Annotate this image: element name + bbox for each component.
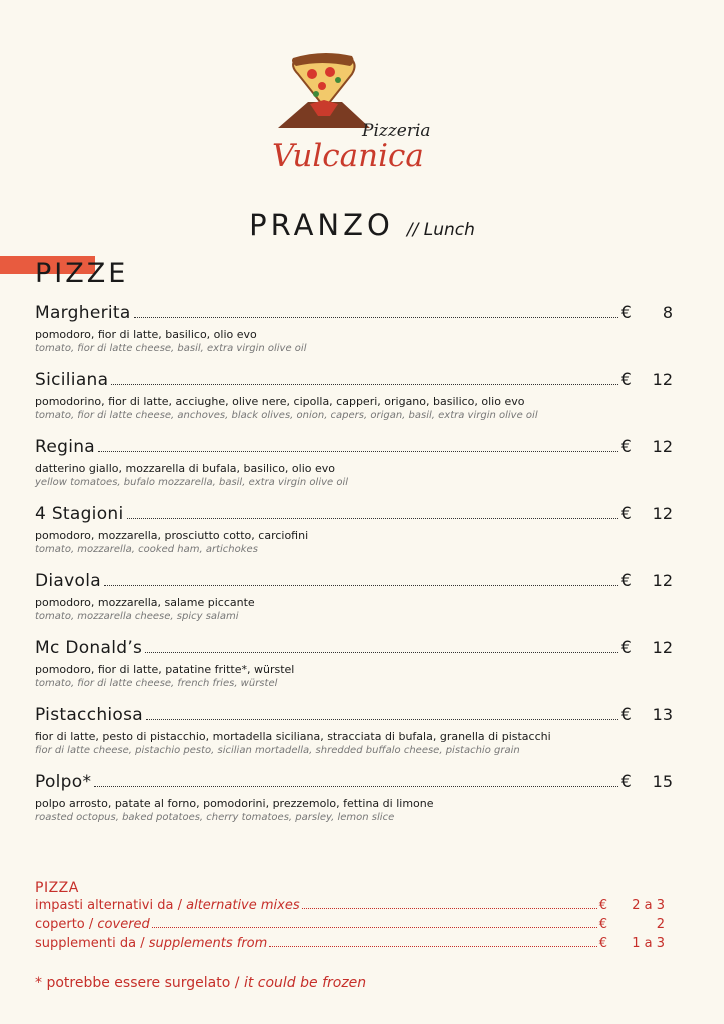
dot-leader: [127, 504, 618, 519]
extras-value: 2 a 3: [632, 898, 665, 913]
extras-label-en: supplements from: [148, 936, 268, 951]
item-ingredients-it: pomodoro, mozzarella, prosciutto cotto, carciofini: [35, 529, 309, 542]
item-ingredients-it: pomodoro, fior di latte, patatine fritte*, würstel: [35, 663, 295, 676]
item-price: 12: [652, 638, 673, 657]
extras-line-alternative-mixes: [35, 898, 665, 917]
extras-label-en: alternative mixes: [186, 898, 300, 913]
item-ingredients-en: tomato, fior di latte cheese, anchoves, black olives, onion, capers, origan, basil, extra virgin olive oil: [35, 410, 538, 421]
dot-leader: [302, 898, 597, 909]
item-ingredients-en: roasted octopus, baked potatoes, cherry tomatoes, parsley, lemon slice: [35, 812, 395, 823]
extras-value: 1 a 3: [632, 936, 665, 951]
item-name: Margherita: [35, 303, 131, 323]
item-ingredients-it: pomodorino, fior di latte, acciughe, olive nere, cipolla, capperi, origano, basilico, olio evo: [35, 395, 525, 408]
dot-leader: [146, 705, 618, 720]
extras-value: 2: [656, 917, 665, 932]
extras-line-supplements: [35, 936, 665, 955]
menu-item-margherita: [35, 303, 673, 354]
item-currency: €: [621, 303, 632, 323]
dot-leader: [104, 571, 618, 586]
extras-label-it: coperto /: [35, 917, 98, 932]
item-ingredients-en: fior di latte cheese, pistachio pesto, sicilian mortadella, shredded buffalo cheese, pistachio grain: [35, 745, 520, 756]
volcano-pizza-logo-image: [270, 50, 455, 175]
dot-leader: [145, 638, 618, 653]
footnote-en: it could be frozen: [243, 975, 367, 991]
menu-item-siciliana: [35, 370, 673, 421]
menu-item-polpo: [35, 772, 673, 823]
item-name: 4 Stagioni: [35, 504, 124, 524]
item-ingredients-it: polpo arrosto, patate al forno, pomodorini, prezzemolo, fettina di limone: [35, 797, 434, 810]
extras-currency: €: [598, 917, 607, 932]
item-price: 12: [652, 571, 673, 590]
menu-item-4-stagioni: [35, 504, 673, 555]
item-name: Diavola: [35, 571, 101, 591]
section-title: PIZZE: [35, 258, 129, 289]
menu-item-diavola: [35, 571, 673, 622]
item-ingredients-en: tomato, fior di latte cheese, basil, extra virgin olive oil: [35, 343, 307, 354]
logo-brand-main: Vulcanica: [272, 138, 424, 174]
item-name: Mc Donald’s: [35, 638, 143, 658]
item-name: Polpo*: [35, 772, 92, 792]
page-title: PRANZO: [249, 208, 394, 242]
menu-item-mc-donalds: [35, 638, 673, 689]
item-currency: €: [621, 437, 632, 457]
extras-line-covered: [35, 917, 665, 936]
extras-currency: €: [598, 898, 607, 913]
item-name: Siciliana: [35, 370, 109, 390]
item-currency: €: [621, 504, 632, 524]
extras-title: PIZZA: [35, 880, 79, 896]
item-price: 12: [652, 504, 673, 523]
item-price: 8: [662, 303, 673, 322]
menu-item-regina: [35, 437, 673, 488]
item-price: 15: [652, 772, 673, 791]
item-name: Regina: [35, 437, 96, 457]
dot-leader: [94, 772, 618, 787]
extras-label-it: impasti alternativi da /: [35, 898, 187, 913]
item-ingredients-en: yellow tomatoes, bufalo mozzarella, basil, extra virgin olive oil: [35, 477, 349, 488]
extras-label-it: supplementi da /: [35, 936, 149, 951]
dot-leader: [111, 370, 618, 385]
extras-currency: €: [598, 936, 607, 951]
page-subtitle: // Lunch: [406, 220, 475, 240]
item-ingredients-en: tomato, mozzarella cheese, spicy salami: [35, 611, 239, 622]
item-price: 12: [652, 437, 673, 456]
item-name: Pistacchiosa: [35, 705, 144, 725]
item-currency: €: [621, 638, 632, 658]
menu-header: [0, 208, 724, 242]
pizza-extras: [35, 880, 665, 955]
item-currency: €: [621, 705, 632, 725]
footnote-it: * potrebbe essere surgelato /: [35, 975, 244, 991]
menu-item-pistacchiosa: [35, 705, 673, 756]
dot-leader: [98, 437, 618, 452]
extras-label-en: covered: [97, 917, 150, 932]
item-currency: €: [621, 370, 632, 390]
item-ingredients-it: datterino giallo, mozzarella di bufala, basilico, olio evo: [35, 462, 336, 475]
pizzeria-logo: [270, 50, 455, 175]
item-ingredients-it: pomodoro, fior di latte, basilico, olio evo: [35, 328, 257, 341]
item-price: 12: [652, 370, 673, 389]
item-price: 13: [652, 705, 673, 724]
dot-leader: [134, 303, 618, 318]
dot-leader: [152, 917, 597, 928]
item-ingredients-it: fior di latte, pesto di pistacchio, mortadella siciliana, stracciata di bufala, granella di pistacchi: [35, 730, 551, 743]
footnote: [35, 975, 366, 991]
item-currency: €: [621, 772, 632, 792]
item-ingredients-en: tomato, mozzarella, cooked ham, artichokes: [35, 544, 258, 555]
logo-brand-top: Pizzeria: [362, 121, 431, 141]
item-ingredients-it: pomodoro, mozzarella, salame piccante: [35, 596, 255, 609]
item-ingredients-en: tomato, fior di latte cheese, french fries, würstel: [35, 678, 278, 689]
item-currency: €: [621, 571, 632, 591]
dot-leader: [269, 936, 596, 947]
